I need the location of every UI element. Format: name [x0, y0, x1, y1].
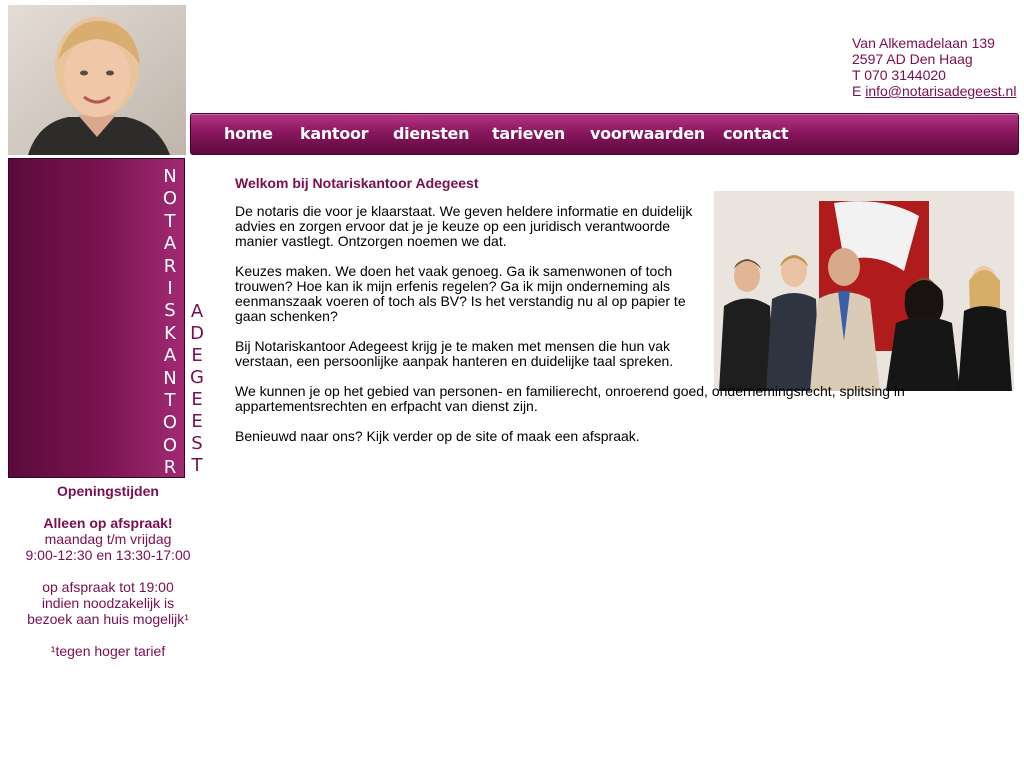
opening-hours [8, 483, 208, 659]
brand-letter: I [167, 277, 173, 299]
brand-letter: O [162, 412, 178, 434]
hours-home-visit-1: indien noodzakelijk is [41, 595, 175, 611]
address-line-2: 2597 AD Den Haag [852, 51, 973, 67]
nav-home[interactable]: home [224, 124, 273, 143]
brand-word-notariskantoor [162, 166, 178, 479]
hours-times: 9:00-12:30 en 13:30-17:00 [25, 547, 191, 563]
page-title: Welkom bij Notariskantoor Adegeest [235, 175, 479, 191]
brand-letter: A [163, 233, 177, 255]
hours-home-visit-2: bezoek aan huis mogelijk¹ [27, 611, 189, 627]
address-line-1: Van Alkemadelaan 139 [852, 35, 995, 51]
brand-letter: N [163, 166, 177, 187]
email-link[interactable]: info@notarisadegeest.nl [865, 83, 1017, 99]
brand-letter: O [162, 434, 178, 456]
brand-letter: E [191, 389, 203, 410]
team-paragraph: Bij Notariskantoor Adegeest krijg je te maken met mensen die hun vak verstaan, een persoonlijke aanpak hanteren en duidelijke taal spreken. [235, 338, 674, 369]
nav-voorwaarden[interactable]: voorwaarden [590, 124, 705, 143]
nav-kantoor[interactable]: kantoor [300, 124, 369, 143]
hours-days: maandag t/m vrijdag [44, 531, 172, 547]
hours-appointment-only: Alleen op afspraak! [43, 515, 173, 531]
brand-letter: A [190, 301, 204, 322]
brand-word-adegeest [189, 301, 205, 477]
brand-letter: T [164, 389, 176, 411]
email-prefix: E [852, 83, 866, 99]
contact-info [852, 35, 1022, 99]
brand-letter: K [164, 322, 176, 344]
brand-letter: R [163, 457, 177, 479]
nav-contact[interactable]: contact [723, 124, 789, 143]
cta-paragraph: Benieuwd naar ons? Kijk verder op de site of maak een afspraak. [235, 428, 640, 444]
brand-letter: N [163, 367, 177, 389]
main-content [235, 175, 925, 459]
brand-letter: T [164, 210, 176, 232]
brand-letter: O [162, 188, 178, 210]
brand-letter: G [190, 367, 204, 388]
brand-letter: D [190, 323, 204, 344]
brand-letter: E [191, 411, 203, 432]
brand-letter: T [191, 455, 203, 476]
brand-letter: R [163, 255, 177, 277]
hours-title: Openingstijden [57, 483, 159, 499]
brand-letter: E [191, 345, 203, 366]
brand-letter: A [163, 345, 177, 367]
intro-paragraph: De notaris die voor je klaarstaat. We geven heldere informatie en duidelijk advies en zorgen ervoor dat je je keuze op een juridisch verantwoorde manier vastlegt. Ontzorgen noemen we dat. [235, 203, 693, 249]
nav-diensten[interactable]: diensten [393, 124, 470, 143]
brand-letter: S [164, 300, 176, 322]
hours-footnote: ¹tegen hoger tarief [50, 643, 166, 659]
email-row [852, 83, 1022, 99]
services-paragraph: We kunnen je op het gebied van personen- en familierecht, onroerend goed, ondernemingsrecht, splitsing in appartementsrechten en erfpacht van dienst zijn. [235, 383, 905, 414]
brand-letter: S [191, 433, 203, 454]
phone-number: T 070 3144020 [852, 67, 946, 83]
hours-evening: op afspraak tot 19:00 [42, 579, 174, 595]
notary-portrait-photo [8, 5, 186, 155]
main-navigation [190, 113, 1019, 155]
nav-tarieven[interactable]: tarieven [492, 124, 565, 143]
brand-panel [8, 158, 185, 478]
choices-paragraph: Keuzes maken. We doen het vaak genoeg. Ga ik samenwonen of toch trouwen? Hoe kan ik mijn erfenis regelen? Ga ik mijn onderneming als eenmanszaak voeren of toch als BV? Is het verstandig nu al op papier te gaan schenken? [235, 263, 686, 324]
